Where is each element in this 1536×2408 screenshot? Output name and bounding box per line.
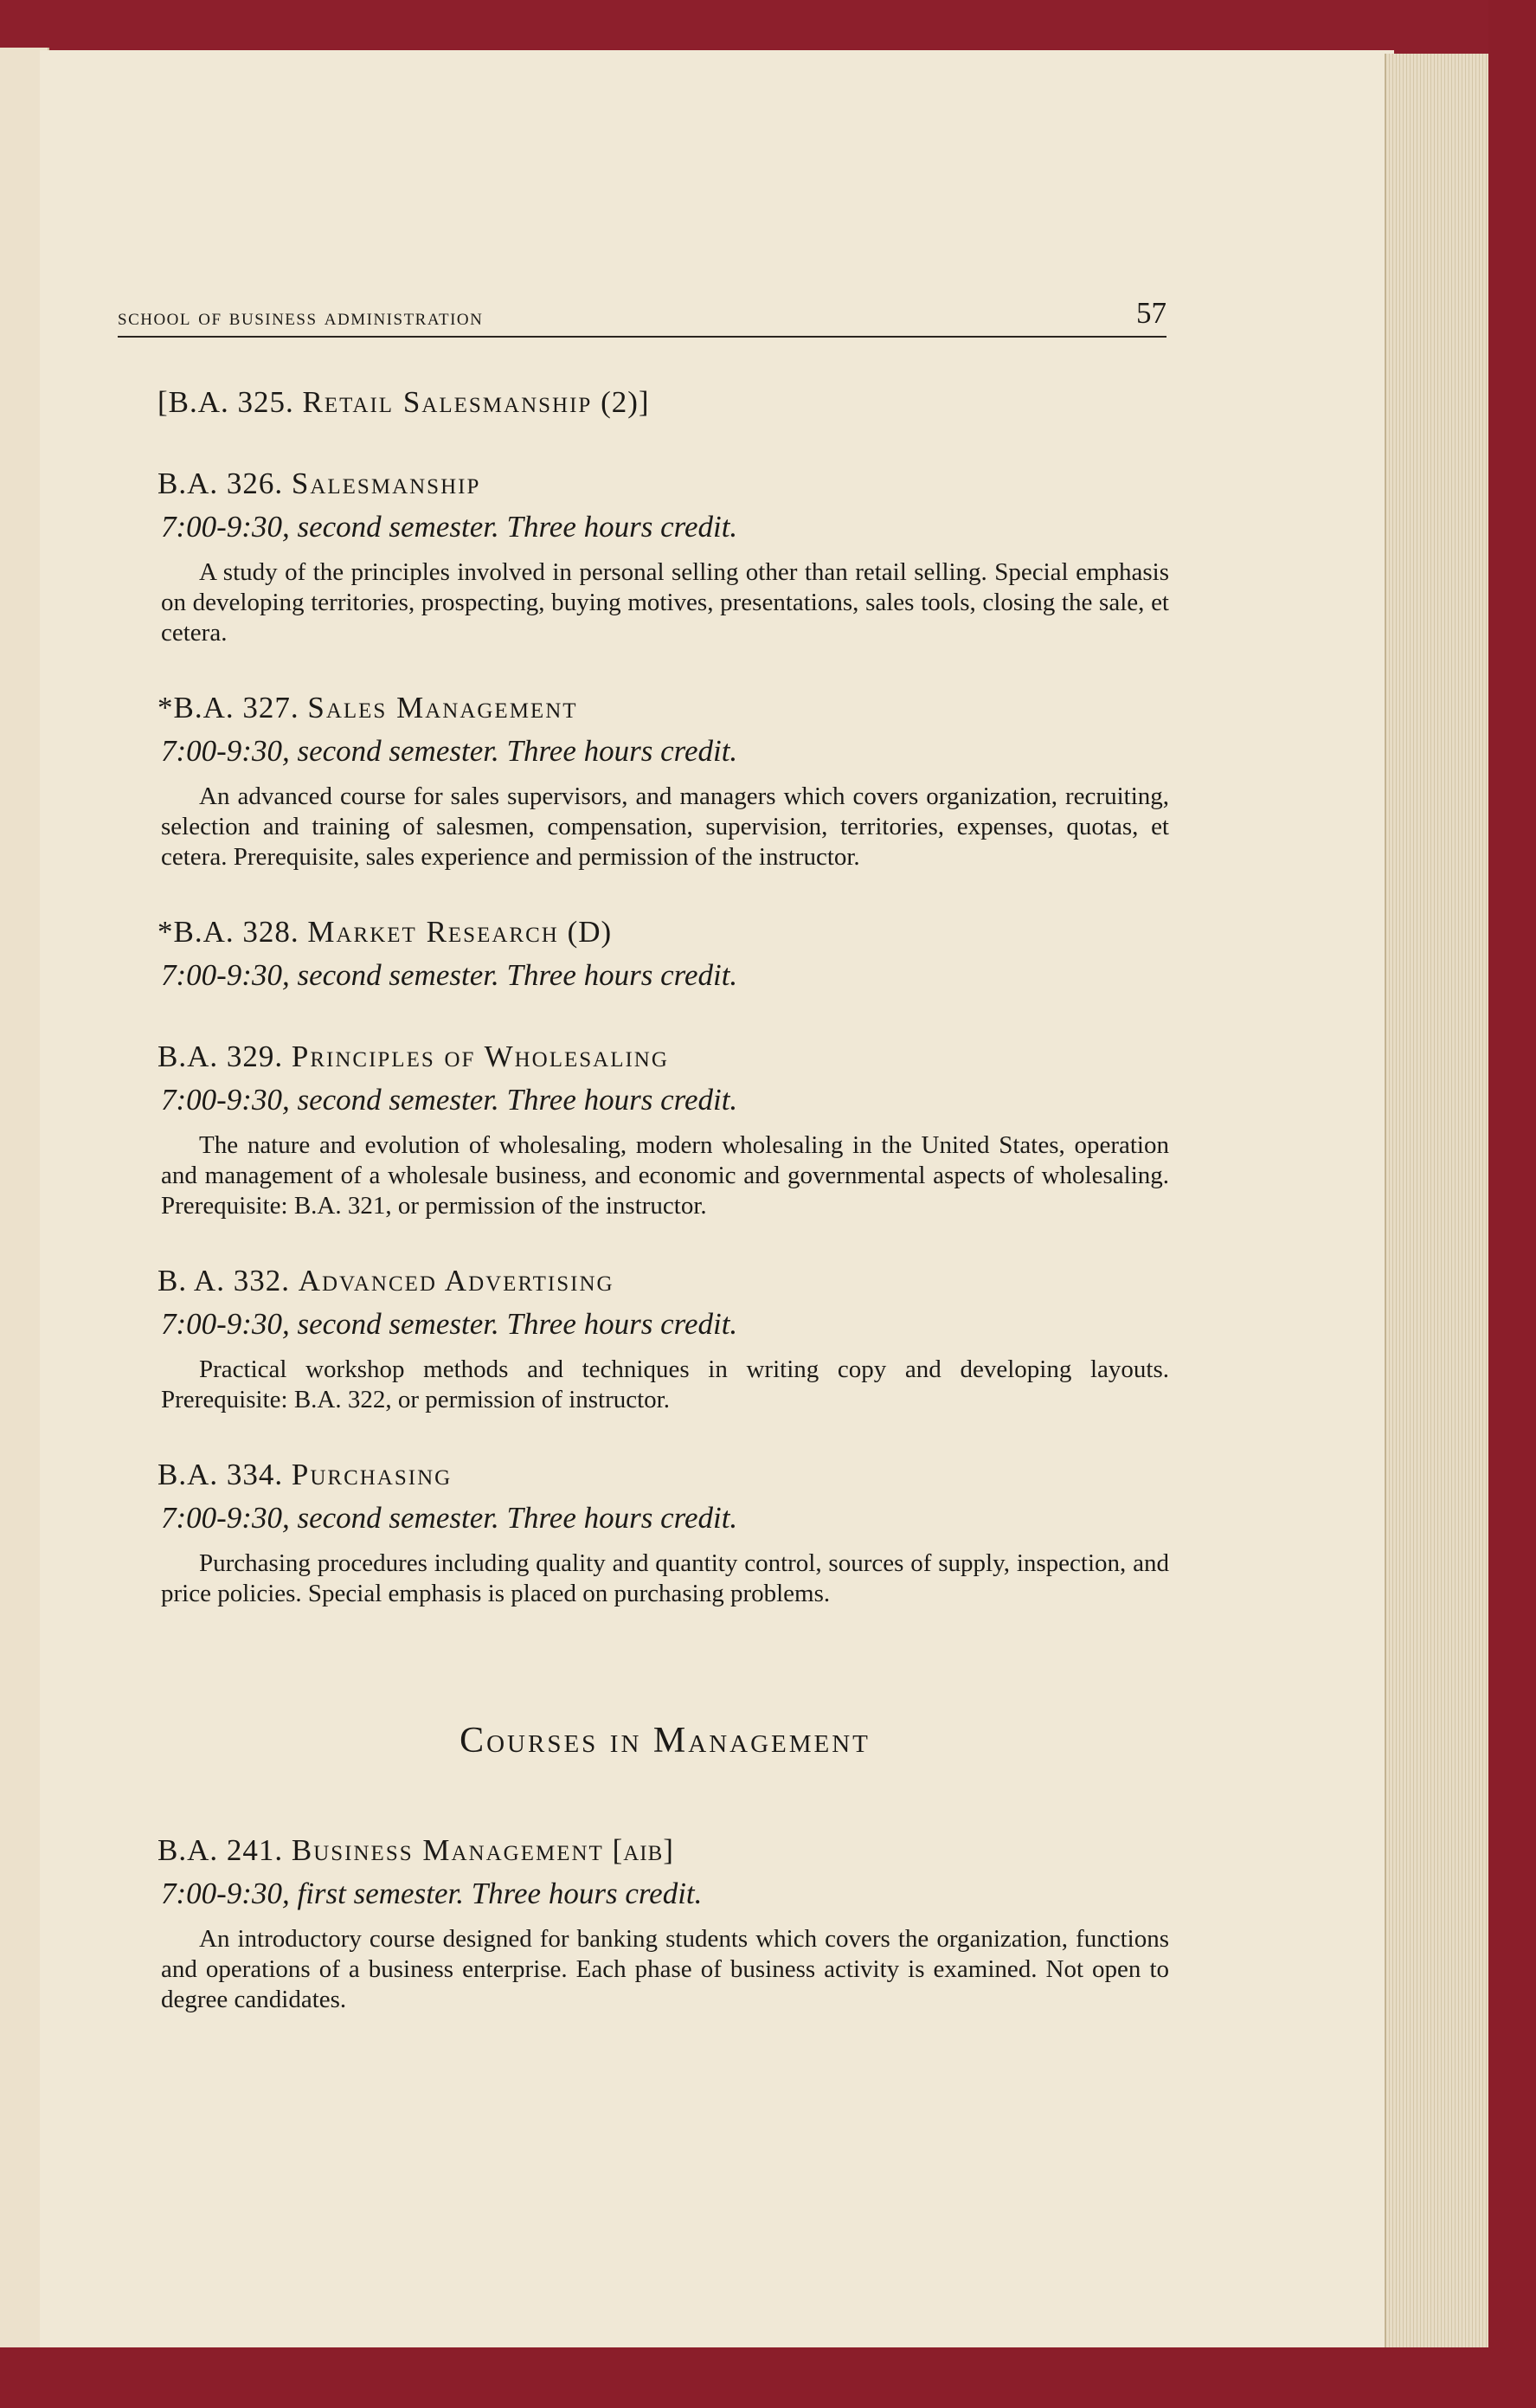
course-title: [157, 381, 1169, 424]
course-description: Practical workshop methods and techniques in writing copy and developing layouts. Prerequisite: B.A. 322, or permission of instructor.: [161, 1355, 1169, 1413]
course-number: B.A. 334.: [157, 1458, 284, 1491]
course-entry: [157, 381, 1169, 424]
book-cover-top: [0, 0, 1536, 54]
page-number: 57: [1136, 296, 1166, 330]
course-description: An advanced course for sales supervisors, and managers which covers organization, recruiting, selection and training of salesmen, compensation, supervision, territories, expenses, quotas, et cetera. Prerequisite, sales experience and permission of the instructor.: [161, 782, 1169, 871]
section-heading: Courses in Management: [460, 1721, 871, 1761]
course-description: The nature and evolution of wholesaling, modern wholesaling in the United States, operation and management of a wholesale business, and economic and governmental aspects of wholesaling. Prerequisite: B.A. 321, or permission of the instructor.: [161, 1131, 1169, 1220]
course-entry: [157, 1829, 1169, 2015]
course-schedule: 7:00-9:30, second semester. Three hours credit.: [161, 510, 738, 544]
course-number: B.A. 329.: [157, 1040, 284, 1073]
course-schedule: 7:00-9:30, second semester. Three hours credit.: [161, 958, 738, 992]
course-name: Advanced Advertising: [298, 1264, 614, 1297]
course-code: (D): [567, 915, 613, 949]
course-entry: [157, 1035, 1169, 1221]
course-title: [157, 1035, 1169, 1078]
course-name: Principles of Wholesaling: [291, 1040, 669, 1073]
running-head: [118, 293, 1166, 338]
course-name: Sales Management: [307, 691, 578, 724]
course-schedule: 7:00-9:30, second semester. Three hours credit.: [161, 1307, 738, 1341]
course-name: Market Research: [307, 915, 559, 949]
page-content: [157, 381, 1169, 2053]
course-schedule: 7:00-9:30, second semester. Three hours credit.: [161, 1083, 738, 1117]
course-number: B.A. 241.: [157, 1833, 284, 1867]
course-entry: [157, 462, 1169, 648]
course-entry: [157, 911, 1169, 997]
course-description: An introductory course designed for banking students which covers the organization, functions and operations of a business enterprise. Each phase of business activity is examined. Not open to degree candidates.: [161, 1925, 1169, 2013]
course-list-management: [157, 1829, 1169, 2015]
course-title: [157, 1259, 1169, 1303]
course-number: [B.A. 325.: [157, 385, 294, 419]
course-description: Purchasing procedures including quality and quantity control, sources of supply, inspection, and price policies. Special emphasis is placed on purchasing problems.: [161, 1549, 1169, 1607]
course-code: [aib]: [612, 1833, 674, 1867]
course-schedule: 7:00-9:30, second semester. Three hours credit.: [161, 1501, 738, 1535]
book-spine: [1488, 0, 1536, 2408]
course-schedule: 7:00-9:30, first semester. Three hours credit.: [161, 1877, 703, 1910]
course-name: Retail Salesmanship: [302, 385, 593, 419]
running-head-title: school of business administration: [118, 304, 484, 330]
course-list-marketing: [157, 381, 1169, 1609]
course-entry: [157, 1453, 1169, 1609]
course-title: [157, 911, 1169, 954]
course-code: (2)]: [601, 385, 650, 419]
course-number: *B.A. 327.: [157, 691, 299, 724]
course-number: B.A. 326.: [157, 467, 284, 500]
course-number: *B.A. 328.: [157, 915, 299, 949]
course-description: A study of the principles involved in personal selling other than retail selling. Special emphasis on developing territories, prospecting, buying motives, presentations, sales tools, closing the sale, et cetera.: [161, 558, 1169, 647]
page-stack-edges: [1385, 54, 1490, 2349]
course-name: Purchasing: [291, 1458, 453, 1491]
course-entry: [157, 686, 1169, 872]
book-cover-bottom: [0, 2347, 1536, 2408]
course-title: [157, 686, 1169, 730]
course-title: [157, 1829, 1169, 1872]
course-title: [157, 462, 1169, 505]
course-title: [157, 1453, 1169, 1497]
course-name: Business Management: [291, 1833, 604, 1867]
course-name: Salesmanship: [291, 467, 481, 500]
course-schedule: 7:00-9:30, second semester. Three hours credit.: [161, 734, 738, 768]
course-entry: [157, 1259, 1169, 1415]
course-number: B. A. 332.: [157, 1264, 290, 1297]
